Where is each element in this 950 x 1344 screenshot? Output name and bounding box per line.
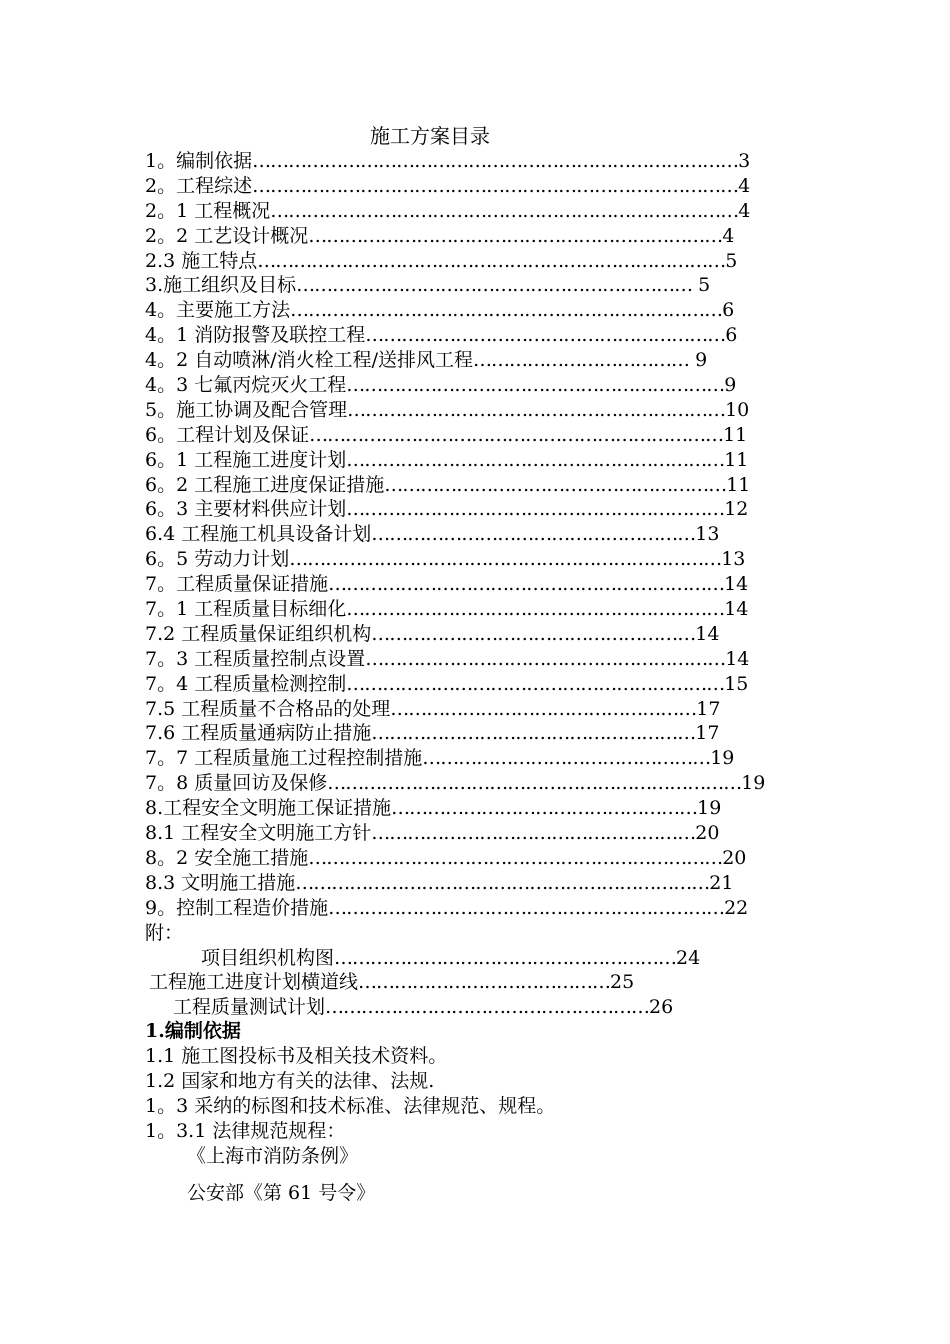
toc-page-number: 17 <box>695 722 720 745</box>
body-line: 1。3.1 法律规范规程： <box>145 1120 346 1142</box>
toc-dot-leader: …………………………………………………………… <box>327 772 742 795</box>
toc-entry-text: 4。3 七氟丙烷灭火工程 <box>145 374 347 397</box>
toc-dot-leader: ……………………………………………… <box>371 822 696 845</box>
toc-entry-text: 8.3 文明施工措施 <box>145 871 296 894</box>
toc-entry <box>145 572 765 597</box>
toc-page-number: 9 <box>689 349 708 372</box>
toc-dot-leader: ……………………………………………………… <box>346 598 725 621</box>
toc-page-number: 14 <box>725 647 750 670</box>
body-line: 1.1 施工图投标书及相关技术资料。 <box>145 1045 448 1067</box>
toc-entry-text: 3.施工组织及目标 <box>145 274 297 297</box>
toc-dot-leader: …………………………………… <box>358 971 611 994</box>
toc-page-number: 5 <box>725 249 738 272</box>
toc-entry <box>145 796 765 821</box>
toc-entry-text: 项目组织机构图 <box>201 946 335 969</box>
toc-entry-text: 1。编制依据 <box>145 150 253 172</box>
toc-entry <box>145 896 765 921</box>
toc-page-number: 19 <box>710 747 735 770</box>
toc-dot-leader: ………………………………………………………… <box>328 573 725 596</box>
toc-page-number: 15 <box>724 672 749 695</box>
toc-entry-text: 7。1 工程质量目标细化 <box>145 598 347 621</box>
toc-dot-leader: ……………………………………………………………… <box>290 299 723 322</box>
toc-page-number: 4 <box>722 224 735 247</box>
toc-page-number: 14 <box>695 622 720 645</box>
toc-entry <box>145 846 765 871</box>
toc-entry-text: 工程施工进度计划横道线 <box>149 971 359 994</box>
toc-entry <box>145 448 765 473</box>
toc-entry-text: 5。施工协调及配合管理 <box>145 398 348 421</box>
toc-dot-leader: ……………………………………………………… <box>346 672 725 695</box>
toc-dot-leader: ……………………………………………………………………… <box>252 174 739 197</box>
toc-entry-text: 4。1 消防报警及联控工程 <box>145 324 366 347</box>
toc-entry-text: 7.2 工程质量保证组织机构 <box>145 622 372 645</box>
toc-entry <box>145 821 765 846</box>
toc-entry-text: 2。工程综述 <box>145 174 253 197</box>
toc-dot-leader: …………………………………………………… <box>365 324 726 347</box>
toc-entry <box>145 149 765 174</box>
toc-entry <box>145 199 765 224</box>
toc-page-number: 11 <box>723 423 748 446</box>
toc-dot-leader: ………………………………………………………… <box>296 274 693 297</box>
toc-entry <box>145 697 765 722</box>
toc-entry <box>145 746 765 771</box>
toc-entry-text: 6。1 工程施工进度计划 <box>145 448 347 471</box>
toc-entry <box>145 871 765 896</box>
toc-page-number: 11 <box>724 448 749 471</box>
toc-dot-leader: ……………………………………………………… <box>346 448 725 471</box>
toc-dot-leader: …………………………………………………………………… <box>270 199 739 222</box>
toc-page-number: 22 <box>724 896 749 919</box>
toc-page-number: 12 <box>724 498 749 521</box>
toc-dot-leader: ……………………………………………………………………… <box>252 150 739 172</box>
toc-entry-text: 6。3 主要材料供应计划 <box>145 498 347 521</box>
toc-dot-leader: ………………………………………………… <box>384 473 727 496</box>
toc-entry <box>145 921 765 946</box>
toc-entry-text: 8.工程安全文明施工保证措施 <box>145 797 392 820</box>
toc-entry-text: 7.5 工程质量不合格品的处理 <box>145 697 391 720</box>
toc-page-number: 24 <box>676 946 701 969</box>
toc-page-number: 3 <box>738 150 751 172</box>
toc-page-number: 4 <box>738 174 751 197</box>
toc-entry <box>145 547 765 572</box>
toc-entry <box>145 398 765 423</box>
toc-dot-leader: ……………………………………………………… <box>346 498 725 521</box>
toc-dot-leader: ……………………………………………… <box>371 622 696 645</box>
toc-entry <box>145 423 765 448</box>
toc-dot-leader: …………………………………………………………… <box>295 871 710 894</box>
toc-page-number: 14 <box>724 598 749 621</box>
section-heading: 1.编制依据 <box>145 1020 241 1042</box>
toc-entry <box>145 298 765 323</box>
toc-entry-text: 6。5 劳动力计划 <box>145 548 290 571</box>
toc-dot-leader: ……………………………………………………… <box>347 398 726 421</box>
toc-entry <box>145 647 765 672</box>
toc-entry <box>145 771 765 796</box>
toc-page-number: 17 <box>696 697 721 720</box>
toc-entry-text: 4。2 自动喷淋/消火栓工程/送排风工程 <box>145 349 474 372</box>
toc-page-number: 20 <box>695 822 720 845</box>
toc-dot-leader: ……………………………………………… <box>371 722 696 745</box>
toc-entry <box>145 373 765 398</box>
toc-entry <box>145 348 765 373</box>
toc-dot-leader: …………………………………………………………… <box>308 846 723 869</box>
toc-dot-leader: ……………………………………………………………… <box>289 548 722 571</box>
toc-page-number: 11 <box>726 473 751 496</box>
document-body <box>145 1019 555 1206</box>
toc-page-number: 19 <box>697 797 722 820</box>
toc-page-number: 4 <box>738 199 751 222</box>
toc-entry <box>145 224 765 249</box>
toc-entry <box>145 946 765 971</box>
toc-page-number: 6 <box>725 324 738 347</box>
toc-page-number: 21 <box>709 871 734 894</box>
toc-entry-text: 7.6 工程质量通病防止措施 <box>145 722 372 745</box>
toc-entry <box>145 174 765 199</box>
toc-dot-leader: ……………………………………………………… <box>346 374 725 397</box>
toc-entry-text: 9。控制工程造价措施 <box>145 896 329 919</box>
toc-entry-text: 6.4 工程施工机具设备计划 <box>145 523 372 546</box>
toc-page-number: 5 <box>692 274 711 297</box>
body-line: 1。3 采纳的标图和技术标准、法律规范、规程。 <box>145 1095 556 1117</box>
toc-page-number: 10 <box>725 398 750 421</box>
toc-entry <box>145 672 765 697</box>
toc-entry <box>145 273 765 298</box>
toc-page-number: 25 <box>610 971 635 994</box>
toc-page-number: 13 <box>721 548 746 571</box>
toc-dot-leader: …………………………………………………………………… <box>257 249 726 272</box>
toc-entry-text: 7。8 质量回访及保修 <box>145 772 328 795</box>
regulation-item: 公安部《第 61 号令》 <box>187 1182 376 1204</box>
toc-entry-text: 2。2 工艺设计概况 <box>145 224 309 247</box>
body-line: 1.2 国家和地方有关的法律、法规. <box>145 1070 435 1092</box>
toc-entry <box>145 622 765 647</box>
toc-dot-leader: ………………………………………………………… <box>328 896 725 919</box>
toc-entry <box>145 721 765 746</box>
toc-entry-text: 7。7 工程质量施工过程控制措施 <box>145 747 423 770</box>
toc-entry-text: 7。工程质量保证措施 <box>145 573 329 596</box>
toc-entry-text: 附： <box>145 921 184 944</box>
toc-page-number: 14 <box>724 573 749 596</box>
toc-entry <box>145 323 765 348</box>
toc-dot-leader: ……………………………………………… <box>371 523 696 546</box>
toc-page-number: 13 <box>695 523 720 546</box>
toc-entry <box>145 473 765 498</box>
toc-entry-text: 7。4 工程质量检测控制 <box>145 672 347 695</box>
toc-entry <box>145 995 765 1020</box>
toc-entry-text: 8。2 安全施工措施 <box>145 846 309 869</box>
toc-entry <box>145 522 765 547</box>
toc-page-number: 26 <box>649 996 674 1019</box>
toc-entry-text: 8.1 工程安全文明施工方针 <box>145 822 372 845</box>
toc-dot-leader: …………………………………………………… <box>365 647 726 670</box>
toc-entry-text: 6。工程计划及保证 <box>145 423 310 446</box>
toc-entry-text: 2。1 工程概况 <box>145 199 271 222</box>
toc-dot-leader: …………………………………………………………… <box>308 224 723 247</box>
toc-entry-text: 工程质量测试计划 <box>173 996 326 1019</box>
toc-dot-leader: ……………………………… <box>473 349 690 372</box>
toc-entry <box>145 249 765 274</box>
table-of-contents <box>145 149 765 1020</box>
toc-title: 施工方案目录 <box>370 124 490 148</box>
toc-entry-text: 4。主要施工方法 <box>145 299 291 322</box>
toc-dot-leader: ………………………………………… <box>422 747 711 770</box>
toc-entry-text: 6。2 工程施工进度保证措施 <box>145 473 385 496</box>
toc-dot-leader: …………………………………………… <box>390 697 697 720</box>
toc-dot-leader: …………………………………………… <box>391 797 698 820</box>
toc-page-number: 19 <box>741 772 766 795</box>
toc-page-number: 20 <box>722 846 747 869</box>
toc-entry-text: 7。3 工程质量控制点设置 <box>145 647 366 670</box>
toc-page-number: 9 <box>724 374 737 397</box>
toc-entry <box>145 497 765 522</box>
toc-dot-leader: …………………………………………………………… <box>309 423 724 446</box>
toc-entry <box>145 597 765 622</box>
toc-dot-leader: ………………………………………………… <box>334 946 677 969</box>
toc-entry-text: 2.3 施工特点 <box>145 249 258 272</box>
toc-dot-leader: ……………………………………………… <box>325 996 650 1019</box>
toc-entry <box>145 970 765 995</box>
toc-page-number: 6 <box>722 299 735 322</box>
regulation-item: 《上海市消防条例》 <box>187 1145 359 1167</box>
